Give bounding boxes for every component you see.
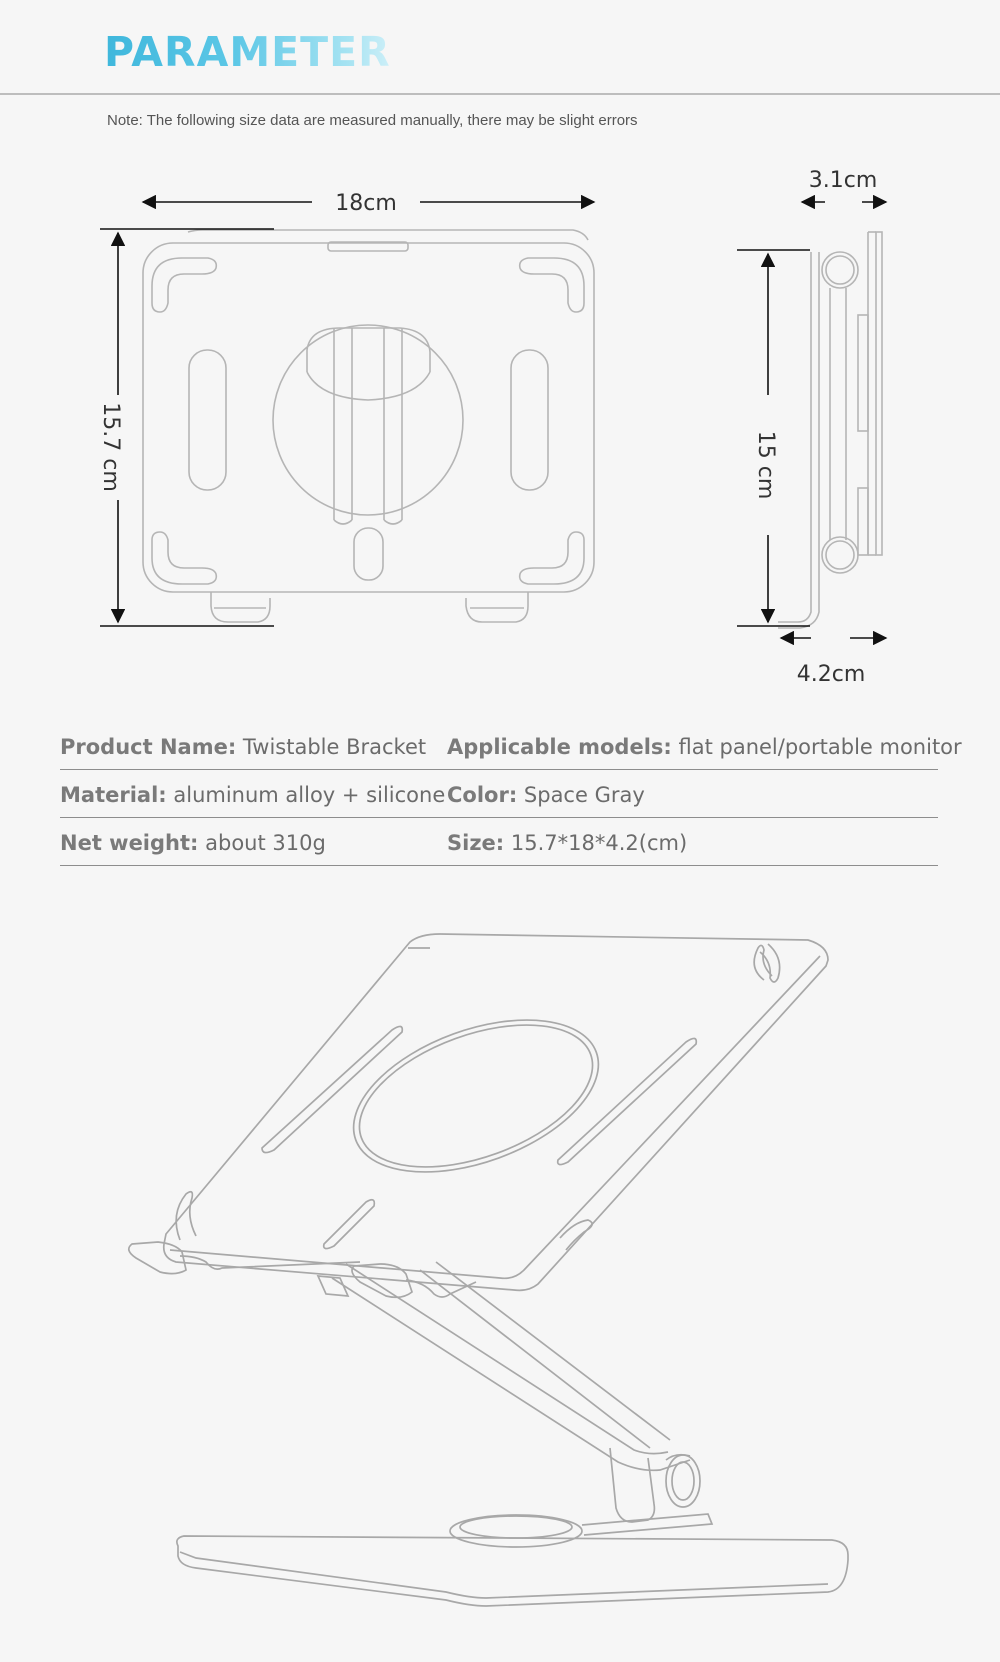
height-dimension-label: 15.7 cm [98, 402, 123, 492]
side-view-drawing [778, 232, 882, 628]
spec-label: Net weight: [60, 831, 199, 855]
spec-cell [447, 831, 687, 855]
page-title: PARAMETER [104, 28, 391, 76]
spec-value: 15.7*18*4.2(cm) [510, 831, 688, 855]
spec-row [60, 722, 962, 770]
spec-value: about 310g [205, 831, 326, 855]
width-dimension-label: 18cm [335, 191, 397, 216]
spec-label: Color: [447, 783, 518, 807]
spec-value: aluminum alloy + silicone [173, 783, 446, 807]
spec-value: Space Gray [523, 783, 645, 807]
measurement-note: Note: The following size data are measured manually, there may be slight errors [107, 112, 638, 129]
spec-value: Twistable Bracket [242, 735, 427, 759]
base-depth-label: 4.2cm [796, 662, 866, 687]
spec-cell [60, 831, 326, 855]
stand-perspective-drawing [129, 934, 848, 1606]
front-view-drawing [143, 230, 594, 622]
spec-cell [60, 735, 426, 759]
spec-label: Size: [447, 831, 505, 855]
side-height-label: 15 cm [753, 430, 778, 500]
side-depth-label: 3.1cm [808, 168, 878, 193]
spec-cell [447, 735, 962, 759]
spec-cell [447, 783, 645, 807]
spec-row [60, 818, 938, 866]
spec-label: Product Name: [60, 735, 237, 759]
spec-label: Applicable models: [447, 735, 672, 759]
spec-row [60, 770, 938, 818]
spec-table [60, 722, 962, 866]
spec-value: flat panel/portable monitor [678, 735, 962, 759]
spec-label: Material: [60, 783, 167, 807]
spec-cell [60, 783, 445, 807]
